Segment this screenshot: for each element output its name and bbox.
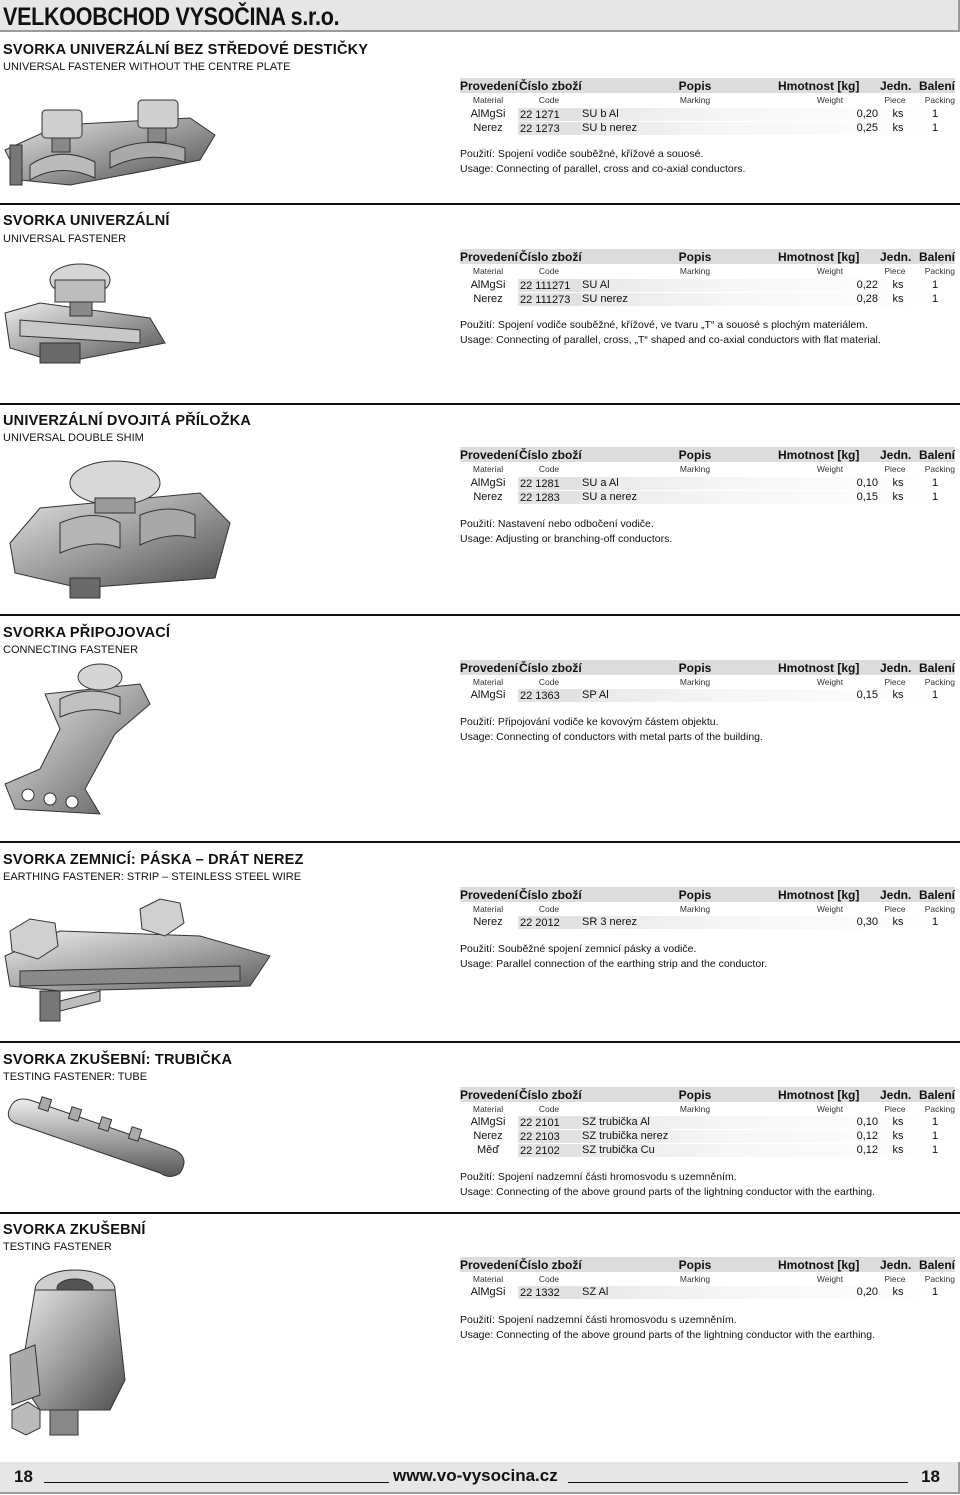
table-header-row bbox=[460, 249, 955, 264]
subheader-weight: Weight bbox=[816, 677, 844, 687]
cell-marking: SZ trubička nerez bbox=[582, 1130, 669, 1142]
subheader-marking: Marking bbox=[679, 904, 711, 914]
cell-marking: SU Al bbox=[582, 279, 610, 291]
usage-cz: Použití: Spojení vodiče souběžné, křížové, ve tvaru „T“ a souosé s plochým materiálem. bbox=[460, 319, 868, 331]
cell-piece: ks bbox=[892, 491, 904, 503]
subheader-material: Material bbox=[472, 904, 504, 914]
table-subheader-row bbox=[460, 1102, 955, 1115]
subheader-weight: Weight bbox=[816, 95, 844, 105]
cell-marking: SP Al bbox=[582, 689, 609, 701]
table-subheader-row bbox=[460, 462, 955, 475]
section-title: SVORKA UNIVERZÁLNÍ bbox=[3, 213, 170, 229]
cell-code: 22 2103 bbox=[520, 1131, 560, 1143]
header-code: Číslo zboží bbox=[519, 1088, 582, 1102]
section-universal-fastener-no-plate bbox=[0, 30, 960, 205]
cell-packing: 1 bbox=[931, 1130, 939, 1142]
header-marking: Popis bbox=[678, 448, 712, 462]
header-material: Provedení bbox=[460, 79, 519, 93]
website-link[interactable]: www.vo-vysocina.cz bbox=[393, 1466, 558, 1485]
section-divider bbox=[0, 614, 960, 616]
header-material: Provedení bbox=[460, 661, 519, 675]
table-header-row bbox=[460, 1257, 955, 1272]
header-packing: Balení bbox=[918, 888, 955, 902]
header-marking: Popis bbox=[678, 888, 712, 902]
table-row bbox=[460, 293, 955, 307]
usage-cz: Použití: Spojení nadzemní části hromosvodu s uzemněním. bbox=[460, 1314, 737, 1326]
subheader-material: Material bbox=[472, 95, 504, 105]
product-image-testing-tube bbox=[0, 1088, 200, 1188]
cell-material: AlMgSi bbox=[470, 1286, 506, 1298]
header-marking: Popis bbox=[678, 250, 712, 264]
subheader-piece: Piece bbox=[884, 266, 906, 276]
cell-material: Nerez bbox=[473, 293, 503, 305]
header-material: Provedení bbox=[460, 250, 519, 264]
header-weight: Hmotnost [kg] bbox=[778, 1088, 860, 1102]
subheader-code: Code bbox=[538, 1274, 560, 1284]
header-piece: Jedn. bbox=[880, 1258, 912, 1272]
usage-en: Usage: Connecting of parallel, cross, „T“ shaped and co-axial conductors with flat material. bbox=[460, 334, 881, 346]
section-subtitle: TESTING FASTENER bbox=[3, 1241, 112, 1253]
subheader-material: Material bbox=[472, 464, 504, 474]
cell-material: AlMgSi bbox=[470, 689, 506, 701]
section-divider bbox=[0, 1212, 960, 1214]
subheader-code: Code bbox=[538, 95, 560, 105]
section-divider bbox=[0, 203, 960, 205]
page-footer bbox=[0, 1462, 960, 1494]
subheader-marking: Marking bbox=[679, 266, 711, 276]
cell-piece: ks bbox=[892, 279, 904, 291]
header-code: Číslo zboží bbox=[519, 1258, 582, 1272]
table-subheader-row bbox=[460, 93, 955, 106]
cell-material: AlMgSi bbox=[470, 1116, 506, 1128]
cell-packing: 1 bbox=[931, 689, 939, 701]
cell-packing: 1 bbox=[931, 1144, 939, 1156]
cell-weight: 0,25 bbox=[856, 122, 878, 134]
cell-weight: 0,10 bbox=[856, 477, 878, 489]
header-code: Číslo zboží bbox=[519, 448, 582, 462]
cell-code: 22 111273 bbox=[520, 294, 571, 306]
usage-en: Usage: Connecting of parallel, cross and co-axial conductors. bbox=[460, 163, 746, 175]
cell-marking: SU a Al bbox=[582, 477, 619, 489]
page-number-left: 18 bbox=[14, 1467, 33, 1486]
cell-packing: 1 bbox=[931, 477, 939, 489]
header-material: Provedení bbox=[460, 1258, 519, 1272]
section-divider bbox=[0, 403, 960, 405]
cell-piece: ks bbox=[892, 122, 904, 134]
subheader-piece: Piece bbox=[884, 904, 906, 914]
cell-weight: 0,20 bbox=[856, 108, 878, 120]
footer-divider-right bbox=[568, 1482, 908, 1483]
cell-packing: 1 bbox=[931, 916, 939, 928]
subheader-material: Material bbox=[472, 266, 504, 276]
cell-marking: SU b nerez bbox=[582, 122, 638, 134]
section-testing-fastener-tube bbox=[0, 1041, 960, 1211]
cell-piece: ks bbox=[892, 477, 904, 489]
cell-packing: 1 bbox=[931, 1116, 939, 1128]
subheader-marking: Marking bbox=[679, 1274, 711, 1284]
section-title: SVORKA ZEMNICÍ: PÁSKA – DRÁT NEREZ bbox=[3, 852, 304, 868]
header-piece: Jedn. bbox=[880, 661, 912, 675]
cell-material: Nerez bbox=[473, 122, 503, 134]
section-title: SVORKA ZKUŠEBNÍ: TRUBIČKA bbox=[3, 1052, 233, 1068]
cell-marking: SU nerez bbox=[582, 293, 628, 305]
cell-code: 22 2102 bbox=[520, 1145, 560, 1157]
cell-weight: 0,20 bbox=[856, 1286, 878, 1298]
header-material: Provedení bbox=[460, 448, 519, 462]
product-image-universal-fastener bbox=[0, 258, 170, 368]
header-weight: Hmotnost [kg] bbox=[778, 661, 860, 675]
header-piece: Jedn. bbox=[880, 448, 912, 462]
header-weight: Hmotnost [kg] bbox=[778, 448, 860, 462]
cell-code: 22 1332 bbox=[520, 1287, 560, 1299]
cell-code: 22 1273 bbox=[520, 123, 560, 135]
subheader-packing: Packing bbox=[924, 904, 955, 914]
cell-material: AlMgSi bbox=[470, 477, 506, 489]
cell-weight: 0,15 bbox=[856, 491, 878, 503]
subheader-material: Material bbox=[472, 1274, 504, 1284]
usage-en: Usage: Connecting of conductors with metal parts of the building. bbox=[460, 731, 763, 743]
usage-en: Usage: Connecting of the above ground parts of the lightning conductor with the earthing. bbox=[460, 1186, 876, 1198]
header-piece: Jedn. bbox=[880, 888, 912, 902]
header-packing: Balení bbox=[918, 1088, 955, 1102]
cell-code: 22 111271 bbox=[520, 280, 571, 292]
table-row bbox=[460, 122, 955, 136]
usage-cz: Použití: Spojení nadzemní části hromosvodu s uzemněním. bbox=[460, 1171, 737, 1183]
cell-weight: 0,12 bbox=[856, 1130, 878, 1142]
subheader-code: Code bbox=[538, 266, 560, 276]
header-material: Provedení bbox=[460, 888, 519, 902]
subheader-packing: Packing bbox=[924, 1104, 955, 1114]
header-marking: Popis bbox=[678, 1258, 712, 1272]
cell-weight: 0,30 bbox=[856, 916, 878, 928]
subheader-material: Material bbox=[472, 677, 504, 687]
header-code: Číslo zboží bbox=[519, 250, 582, 264]
table-header-row bbox=[460, 1087, 955, 1102]
cell-weight: 0,22 bbox=[856, 279, 878, 291]
header-marking: Popis bbox=[678, 79, 712, 93]
usage-en: Usage: Parallel connection of the earthing strip and the conductor. bbox=[460, 958, 768, 970]
subheader-marking: Marking bbox=[679, 464, 711, 474]
header-piece: Jedn. bbox=[880, 1088, 912, 1102]
cell-packing: 1 bbox=[931, 491, 939, 503]
subheader-marking: Marking bbox=[679, 677, 711, 687]
section-divider bbox=[0, 1041, 960, 1043]
table-subheader-row bbox=[460, 675, 955, 688]
cell-weight: 0,15 bbox=[856, 689, 878, 701]
subheader-packing: Packing bbox=[924, 95, 955, 105]
table-row bbox=[460, 1130, 955, 1144]
cell-weight: 0,12 bbox=[856, 1144, 878, 1156]
cell-code: 22 2101 bbox=[520, 1117, 560, 1129]
header-piece: Jedn. bbox=[880, 250, 912, 264]
usage-cz: Použití: Připojování vodiče ke kovovým částem objektu. bbox=[460, 716, 719, 728]
cell-marking: SR 3 nerez bbox=[582, 916, 638, 928]
subheader-weight: Weight bbox=[816, 1104, 844, 1114]
cell-piece: ks bbox=[892, 916, 904, 928]
product-image-testing-fastener bbox=[0, 1260, 140, 1450]
subheader-piece: Piece bbox=[884, 1274, 906, 1284]
table-row bbox=[460, 477, 955, 491]
header-weight: Hmotnost [kg] bbox=[778, 888, 860, 902]
subheader-marking: Marking bbox=[679, 1104, 711, 1114]
cell-code: 22 2012 bbox=[520, 917, 560, 929]
footer-divider-left bbox=[44, 1482, 389, 1483]
brand-title: VELKOOBCHOD VYSOČINA s.r.o. bbox=[3, 3, 340, 31]
subheader-material: Material bbox=[472, 1104, 504, 1114]
section-title: SVORKA ZKUŠEBNÍ bbox=[3, 1222, 146, 1238]
usage-cz: Použití: Souběžné spojení zemnicí pásky a vodiče. bbox=[460, 943, 697, 955]
section-subtitle: TESTING FASTENER: TUBE bbox=[3, 1071, 148, 1083]
subheader-code: Code bbox=[538, 677, 560, 687]
subheader-piece: Piece bbox=[884, 1104, 906, 1114]
section-universal-double-shim bbox=[0, 403, 960, 613]
section-title: UNIVERZÁLNÍ DVOJITÁ PŘÍLOŽKA bbox=[3, 413, 252, 429]
table-row bbox=[460, 1144, 955, 1158]
product-image-universal-fastener-no-plate bbox=[0, 90, 220, 195]
section-testing-fastener bbox=[0, 1212, 960, 1452]
cell-packing: 1 bbox=[931, 279, 939, 291]
subheader-marking: Marking bbox=[679, 95, 711, 105]
usage-cz: Použití: Spojení vodiče souběžné, křížové a souosé. bbox=[460, 148, 704, 160]
subheader-packing: Packing bbox=[924, 1274, 955, 1284]
cell-material: Měď bbox=[476, 1144, 500, 1156]
cell-weight: 0,28 bbox=[856, 293, 878, 305]
table-header-row bbox=[460, 447, 955, 462]
subheader-piece: Piece bbox=[884, 677, 906, 687]
product-image-earthing-fastener bbox=[0, 891, 280, 1031]
page-number-right: 18 bbox=[921, 1467, 940, 1486]
usage-en: Usage: Connecting of the above ground parts of the lightning conductor with the earthing. bbox=[460, 1329, 876, 1341]
cell-packing: 1 bbox=[931, 108, 939, 120]
subheader-packing: Packing bbox=[924, 266, 955, 276]
cell-marking: SZ trubička Cu bbox=[582, 1144, 655, 1156]
table-subheader-row bbox=[460, 902, 955, 915]
cell-packing: 1 bbox=[931, 293, 939, 305]
table-row bbox=[460, 108, 955, 122]
header-packing: Balení bbox=[918, 1258, 955, 1272]
subheader-weight: Weight bbox=[816, 464, 844, 474]
cell-material: Nerez bbox=[473, 491, 503, 503]
cell-marking: SZ trubička Al bbox=[582, 1116, 650, 1128]
header-weight: Hmotnost [kg] bbox=[778, 79, 860, 93]
table-header-row bbox=[460, 78, 955, 93]
cell-piece: ks bbox=[892, 108, 904, 120]
table-row bbox=[460, 1286, 955, 1300]
section-universal-fastener bbox=[0, 203, 960, 403]
cell-material: AlMgSi bbox=[470, 279, 506, 291]
table-subheader-row bbox=[460, 1272, 955, 1285]
subheader-packing: Packing bbox=[924, 677, 955, 687]
usage-cz: Použití: Nastavení nebo odbočení vodiče. bbox=[460, 518, 654, 530]
cell-packing: 1 bbox=[931, 1286, 939, 1298]
cell-code: 22 1281 bbox=[520, 478, 560, 490]
table-subheader-row bbox=[460, 264, 955, 277]
table-row bbox=[460, 1116, 955, 1130]
cell-piece: ks bbox=[892, 1286, 904, 1298]
table-header-row bbox=[460, 660, 955, 675]
header-weight: Hmotnost [kg] bbox=[778, 1258, 860, 1272]
subheader-weight: Weight bbox=[816, 904, 844, 914]
section-earthing-fastener bbox=[0, 841, 960, 1041]
cell-material: Nerez bbox=[473, 1130, 503, 1142]
usage-en: Usage: Adjusting or branching-off conductors. bbox=[460, 533, 673, 545]
product-image-connecting-fastener bbox=[0, 659, 170, 819]
section-subtitle: EARTHING FASTENER: STRIP – STEINLESS STEEL WIRE bbox=[3, 871, 302, 883]
section-subtitle: UNIVERSAL FASTENER WITHOUT THE CENTRE PLATE bbox=[3, 61, 291, 73]
cell-piece: ks bbox=[892, 689, 904, 701]
header-marking: Popis bbox=[678, 1088, 712, 1102]
cell-material: Nerez bbox=[473, 916, 503, 928]
subheader-code: Code bbox=[538, 904, 560, 914]
section-subtitle: UNIVERSAL DOUBLE SHIM bbox=[3, 432, 144, 444]
table-row bbox=[460, 689, 955, 703]
section-title: SVORKA PŘIPOJOVACÍ bbox=[3, 625, 171, 641]
header-code: Číslo zboží bbox=[519, 888, 582, 902]
cell-marking: SZ Al bbox=[582, 1286, 609, 1298]
header-packing: Balení bbox=[918, 448, 955, 462]
cell-code: 22 1363 bbox=[520, 690, 560, 702]
cell-code: 22 1283 bbox=[520, 492, 560, 504]
section-subtitle: UNIVERSAL FASTENER bbox=[3, 233, 127, 245]
section-connecting-fastener bbox=[0, 614, 960, 839]
section-title: SVORKA UNIVERZÁLNÍ BEZ STŘEDOVÉ DESTIČKY bbox=[3, 42, 369, 58]
table-row bbox=[460, 279, 955, 293]
cell-piece: ks bbox=[892, 1144, 904, 1156]
header-material: Provedení bbox=[460, 1088, 519, 1102]
section-subtitle: CONNECTING FASTENER bbox=[3, 644, 139, 656]
header-code: Číslo zboží bbox=[519, 661, 582, 675]
table-row bbox=[460, 491, 955, 505]
header-packing: Balení bbox=[918, 79, 955, 93]
cell-material: AlMgSi bbox=[470, 108, 506, 120]
subheader-code: Code bbox=[538, 1104, 560, 1114]
cell-piece: ks bbox=[892, 1116, 904, 1128]
header-packing: Balení bbox=[918, 661, 955, 675]
table-header-row bbox=[460, 887, 955, 902]
subheader-piece: Piece bbox=[884, 95, 906, 105]
cell-weight: 0,10 bbox=[856, 1116, 878, 1128]
subheader-piece: Piece bbox=[884, 464, 906, 474]
cell-marking: SU a nerez bbox=[582, 491, 638, 503]
page-header bbox=[0, 0, 960, 32]
cell-packing: 1 bbox=[931, 122, 939, 134]
header-marking: Popis bbox=[678, 661, 712, 675]
cell-piece: ks bbox=[892, 1130, 904, 1142]
subheader-packing: Packing bbox=[924, 464, 955, 474]
header-piece: Jedn. bbox=[880, 79, 912, 93]
header-packing: Balení bbox=[918, 250, 955, 264]
cell-marking: SU b Al bbox=[582, 108, 619, 120]
cell-code: 22 1271 bbox=[520, 109, 560, 121]
product-image-double-shim bbox=[0, 453, 240, 603]
cell-piece: ks bbox=[892, 293, 904, 305]
subheader-weight: Weight bbox=[816, 266, 844, 276]
section-divider bbox=[0, 841, 960, 843]
table-row bbox=[460, 916, 955, 930]
subheader-code: Code bbox=[538, 464, 560, 474]
header-weight: Hmotnost [kg] bbox=[778, 250, 860, 264]
header-code: Číslo zboží bbox=[519, 79, 582, 93]
subheader-weight: Weight bbox=[816, 1274, 844, 1284]
